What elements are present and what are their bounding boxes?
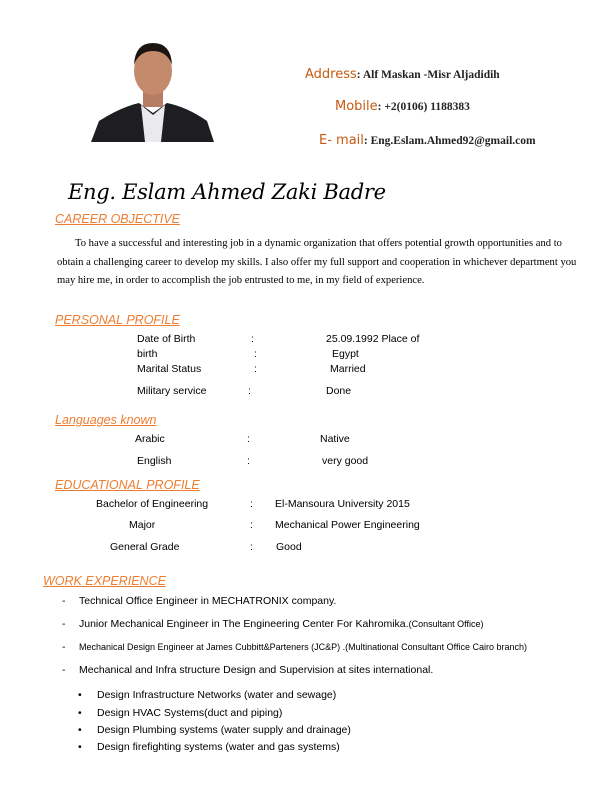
job-title: Junior Mechanical Engineer in The Engineering Center For Kahromika. xyxy=(79,618,409,630)
mobile-label: Mobile xyxy=(335,99,378,114)
military-value: Done xyxy=(326,385,352,397)
language-name: English xyxy=(137,455,172,467)
email-line xyxy=(319,131,536,149)
marital-value: Married xyxy=(330,363,366,375)
education-label: Major xyxy=(129,519,156,531)
address-value: : Alf Maskan -Misr Aljadidih xyxy=(356,69,500,81)
work-heading: WORK EXPERIENCE xyxy=(43,574,166,588)
dob-label: Date of Birth xyxy=(137,333,196,345)
job-item: Technical Office Engineer in MECHATRONIX company. xyxy=(79,595,337,607)
education-value: El-Mansoura University 2015 xyxy=(275,498,410,510)
education-value: Mechanical Power Engineering xyxy=(275,519,420,531)
task-item: Design firefighting systems (water and gas systems) xyxy=(97,741,340,753)
military-colon: : xyxy=(248,385,251,397)
task-item: Design HVAC Systems(duct and piping) xyxy=(97,707,283,719)
education-colon: : xyxy=(250,498,253,510)
dash: - xyxy=(62,595,66,607)
marital-label: Marital Status xyxy=(137,363,202,375)
job-item xyxy=(79,618,483,630)
language-name: Arabic xyxy=(135,433,165,445)
bullet: • xyxy=(78,689,82,701)
pob-value: Egypt xyxy=(332,348,359,360)
address-label: Address xyxy=(305,67,357,82)
job-note: (Consultant Office) xyxy=(408,619,484,629)
bullet: • xyxy=(78,741,82,753)
job-item: Mechanical Design Engineer at James Cubbitt&Parteners (JC&P) .(Multinational Consultant Office Cairo branch) xyxy=(79,642,528,652)
language-level: Native xyxy=(320,433,350,445)
education-label: Bachelor of Engineering xyxy=(96,498,209,510)
dash: - xyxy=(62,618,66,630)
dob-value: 25.09.1992 Place of xyxy=(326,333,420,345)
pob-label: birth xyxy=(137,348,158,360)
career-text: To have a successful and interesting job in a dynamic organization that offers potential growth opportunities and to obtain a challenging career to develop my skills. I also offer my full support and cooperation in whichever department you may hire me, in order to accomplish the job entrusted to me, in my field of experience. xyxy=(57,238,577,286)
pob-colon: : xyxy=(254,348,257,360)
marital-colon: : xyxy=(254,363,257,375)
education-colon: : xyxy=(250,519,253,531)
military-label: Military service xyxy=(137,385,207,397)
dash: - xyxy=(62,641,66,653)
dash: - xyxy=(62,664,66,676)
address-line xyxy=(305,65,500,83)
language-level: very good xyxy=(322,455,369,467)
education-label: General Grade xyxy=(110,541,180,553)
languages-heading: Languages known xyxy=(55,413,157,427)
email-label: E- mail xyxy=(319,133,364,148)
task-item: Design Infrastructure Networks (water and sewage) xyxy=(97,689,337,701)
bullet: • xyxy=(78,707,82,719)
language-colon: : xyxy=(247,433,250,445)
task-item: Design Plumbing systems (water supply and drainage) xyxy=(97,724,351,736)
candidate-name: Eng. Eslam Ahmed Zaki Badre xyxy=(68,180,386,204)
mobile-value: : +2(0106) 1188383 xyxy=(377,101,470,113)
mobile-line xyxy=(335,97,470,115)
dob-colon: : xyxy=(251,333,254,345)
career-heading: CAREER OBJECTIVE xyxy=(55,212,181,226)
education-heading: EDUCATIONAL PROFILE xyxy=(55,478,200,492)
profile-photo xyxy=(91,33,214,142)
bullet: • xyxy=(78,724,82,736)
email-value: : Eng.Eslam.Ahmed92@gmail.com xyxy=(363,135,536,147)
education-colon: : xyxy=(250,541,253,553)
job-item: Mechanical and Infra structure Design and Supervision at sites international. xyxy=(79,664,434,676)
education-value: Good xyxy=(276,541,302,553)
language-colon: : xyxy=(247,455,250,467)
personal-heading: PERSONAL PROFILE xyxy=(55,313,180,327)
